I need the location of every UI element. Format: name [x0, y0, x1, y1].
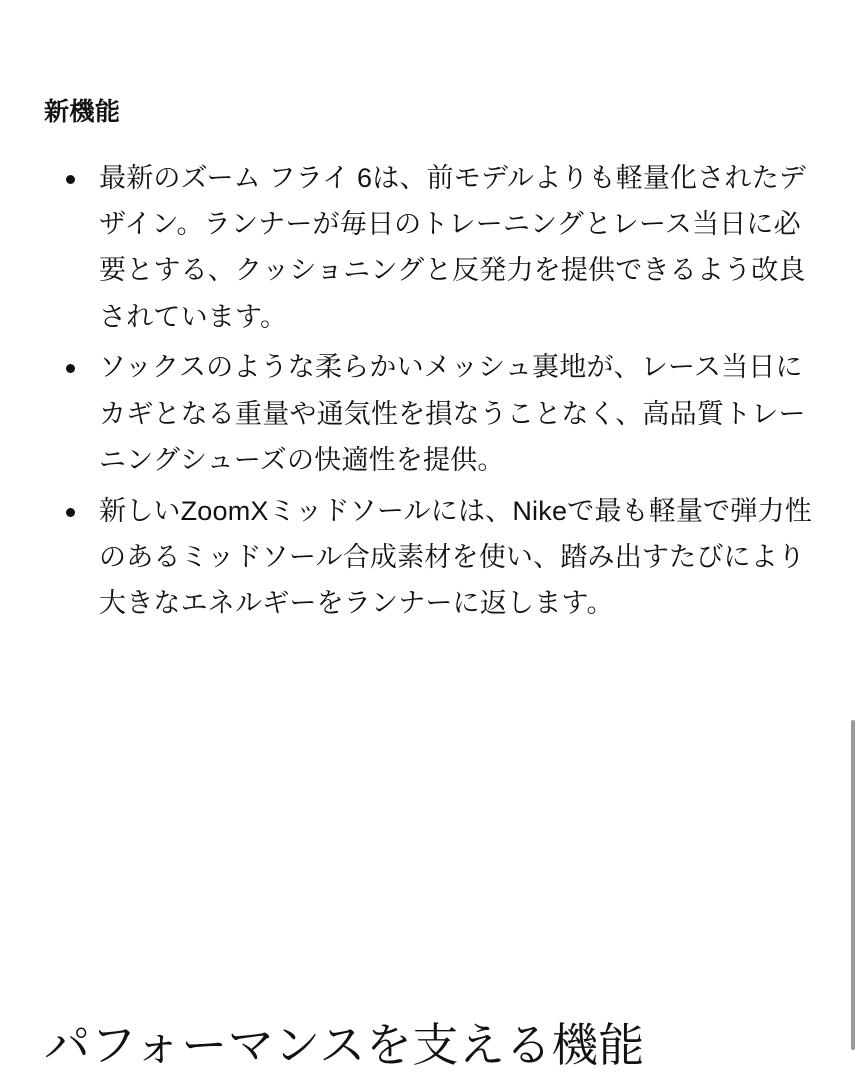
list-item-text: 最新のズーム フライ 6は、前モデルよりも軽量化されたデザイン。ランナーが毎日のトレーニングとレース当日に必要とする、クッショニングと反発力を提供できるよう改良されています。 [99, 162, 807, 332]
scrollbar-thumb[interactable] [851, 720, 855, 1050]
page-title: 新機能 [44, 98, 121, 126]
bullet-icon [66, 508, 75, 517]
next-section-heading: パフォーマンスを支える機能 [44, 1018, 645, 1071]
bullet-icon [66, 364, 75, 373]
bullet-icon [66, 175, 75, 184]
feature-list [44, 155, 813, 627]
list-item [44, 488, 813, 627]
list-item [44, 155, 813, 341]
list-item-text: ソックスのような柔らかいメッシュ裏地が、レース当日にカギとなる重量や通気性を損なうことなく、高品質トレーニングシューズの快適性を提供。 [99, 352, 806, 476]
scrollbar[interactable] [851, 0, 857, 1080]
list-item [44, 344, 813, 483]
list-item-text: 新しいZoomXミッドソールには、Nikeで最も軽量で弾力性のあるミッドソール合成素材を使い、踏み出すたびにより大きなエネルギーをランナーに返します。 [99, 495, 812, 619]
